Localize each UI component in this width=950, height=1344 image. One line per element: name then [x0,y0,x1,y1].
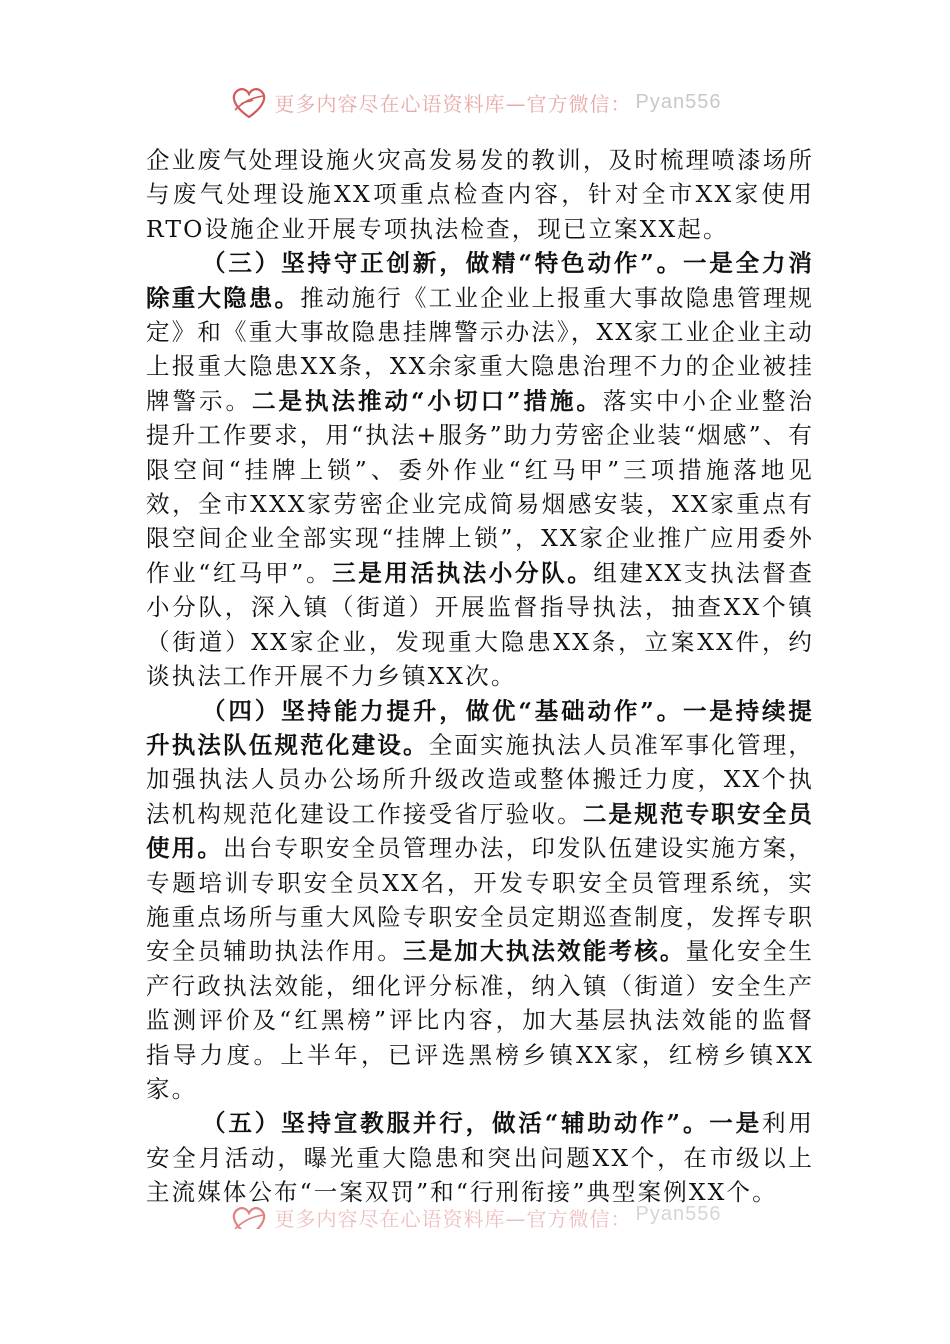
paragraph-text: 全面实施执法人员准军事化管理，加强执法人员办公场所升级改造或整体搬迁力度，XX个执法机构规范化建设工作接受省厅验收。 [146,730,814,828]
paragraph-4 [146,1106,814,1209]
section-heading-5: （五）坚持宣教服并行，做活“辅助动作”。一是 [202,1109,763,1138]
paragraph-2 [146,246,814,693]
watermark-footer [0,1203,950,1229]
paragraph-text: 量化安全生产行政执法效能，细化评分标准，纳入镇（街道）安全生产监测评价及“红黑榜”评比内容，加大基层执法效能的监督指导力度。上半年，已评选黑榜乡镇XX家，红榜乡镇XX家。 [146,937,815,1103]
watermark-wechat-id: Pyan556 [635,90,722,113]
watermark-text: 更多内容尽在心语资料库—官方微信： [274,1207,632,1229]
bold-point: 三是加大执法效能考核。 [402,937,686,966]
document-body [146,143,814,1210]
paragraph-3 [146,694,814,1107]
paragraph-1 [146,143,814,246]
paragraph-text: 出台专职安全员管理办法，印发队伍建设实施方案，专题培训专职安全员XX名，开发专职安全员管理系统，实施重点场所与重大风险专职安全员定期巡查制度，发挥专职安全员辅助执法作用。 [146,834,814,966]
heart-logo-icon [229,84,269,120]
bold-point: 二是执法推动“小切口”措施。 [251,386,603,415]
paragraph-text: 利用安全月活动，曝光重大隐患和突出问题XX个，在市级以上主流媒体公布“一案双罚”和“行刑衔接”典型案例XX个。 [146,1109,815,1207]
paragraph-text: 落实中小企业整治提升工作要求，用“执法+服务”助力劳密企业装“烟感”、有限空间“挂牌上锁”、委外作业“红马甲”三项措施落地见效，全市XXX家劳密企业完成简易烟感安装，XX家重点有限空间企业全部实现“挂牌上锁”，XX家企业推广应用委外作业“红马甲”。 [146,386,814,587]
watermark-text: 更多内容尽在心语资料库—官方微信： [274,91,632,116]
bold-point: 二是规范专职安全员使用。 [146,799,814,863]
heart-logo-icon [229,1203,269,1229]
section-heading-3: （三）坚持守正创新，做精“特色动作”。一是全力消除重大隐患。 [146,249,814,312]
bold-point: 三是用活执法小分队。 [332,558,594,587]
watermark-wechat-id: Pyan556 [635,1203,722,1225]
paragraph-text: 推动施行《工业企业上报重大事故隐患管理规定》和《重大事故隐患挂牌警示办法》，XX家工业企业主动上报重大隐患XX条，XX余家重大隐患治理不力的企业被挂牌警示。 [146,283,815,415]
paragraph-text: 组建XX支执法督查小分队，深入镇（街道）开展监督指导执法，抽查XX个镇（街道）XX家企业，发现重大隐患XX条，立案XX件，约谈执法工作开展不力乡镇XX次。 [146,558,815,691]
paragraph-text: 企业废气处理设施火灾高发易发的教训，及时梳理喷漆场所与废气处理设施XX项重点检查内容，针对全市XX家使用RTO设施企业开展专项执法检查，现已立案XX起。 [146,146,814,243]
watermark-header [0,82,950,122]
section-heading-4: （四）坚持能力提升，做优“基础动作”。一是持续提升执法队伍规范化建设。 [146,696,814,759]
